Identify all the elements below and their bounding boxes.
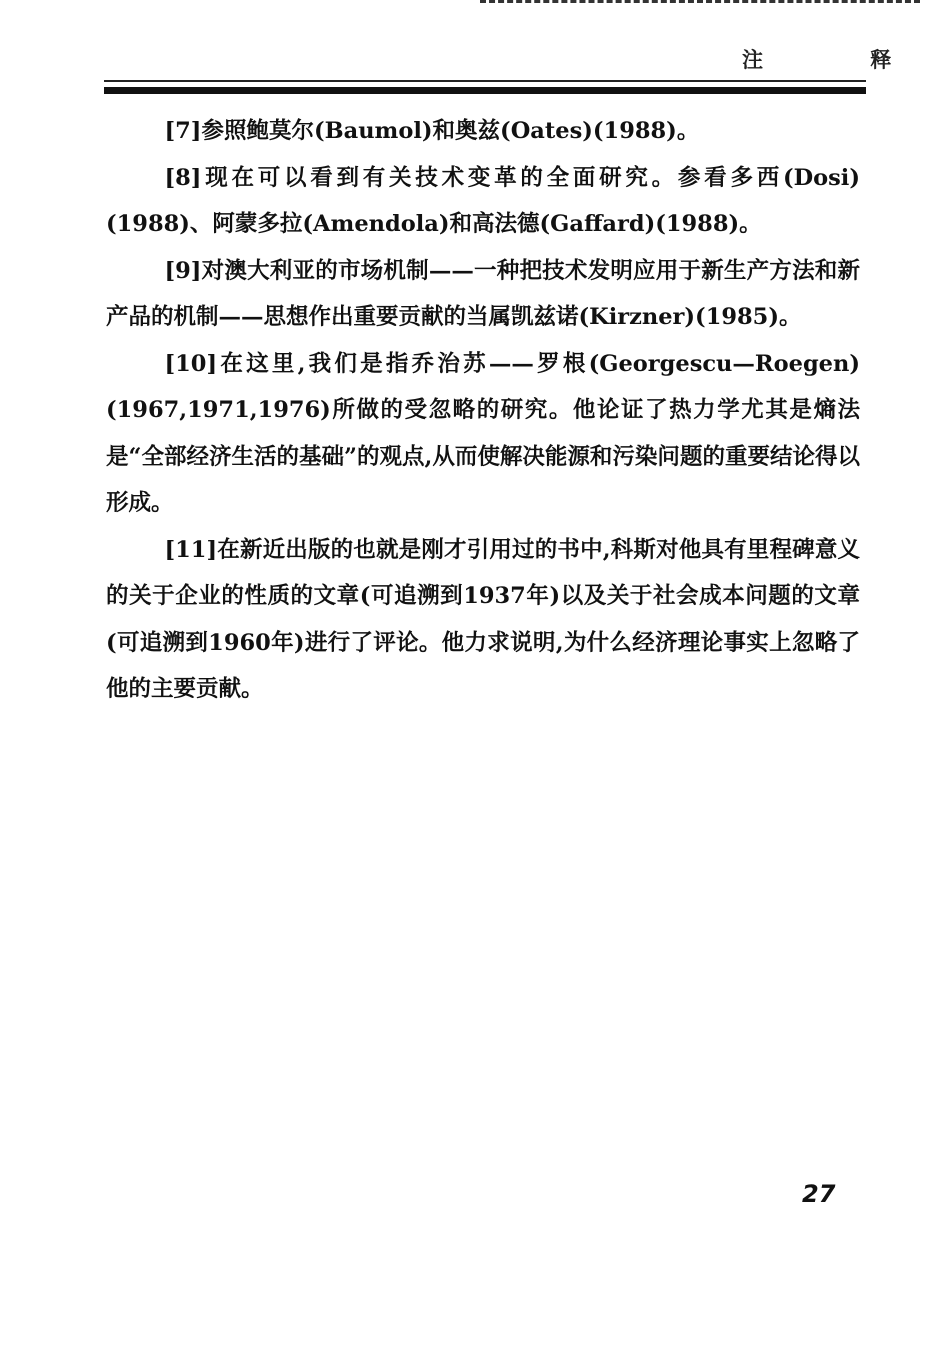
page-number: 27 — [802, 1180, 836, 1208]
note-7: [7]参照鲍莫尔(Baumol)和奥兹(Oates)(1988)。 — [164, 118, 700, 144]
running-header-title: 注 释 — [742, 48, 942, 72]
header-rule-thin — [104, 80, 866, 82]
header-rule-thick — [104, 87, 866, 94]
note-11: [11]在新近出版的也就是刚才引用过的书中,科斯对他具有里程碑意义的关于企业的性质的文章(可追溯到1937年)以及关于社会成本问题的文章(可追溯到1960年)进行了评论。他力求说明,为什么经济理论事实上忽略了他的主要贡献。 — [106, 536, 860, 702]
top-edge-dashes — [480, 0, 920, 7]
note-10: [10]在这里,我们是指乔治苏——罗根(Georgescu—Roegen)(1967,1971,1976)所做的受忽略的研究。他论证了热力学尤其是熵法是“全部经济生活的基础”的观点,从而使解决能源和污染问题的重要结论得以形成。 — [106, 350, 860, 516]
notes-body — [106, 108, 860, 713]
note-8: [8]现在可以看到有关技术变革的全面研究。参看多西(Dosi)(1988)、阿蒙多拉(Amendola)和高法德(Gaffard)(1988)。 — [106, 164, 860, 237]
note-9: [9]对澳大利亚的市场机制——一种把技术发明应用于新生产方法和新产品的机制——思想作出重要贡献的当属凯兹诺(Kirzner)(1985)。 — [106, 257, 860, 330]
